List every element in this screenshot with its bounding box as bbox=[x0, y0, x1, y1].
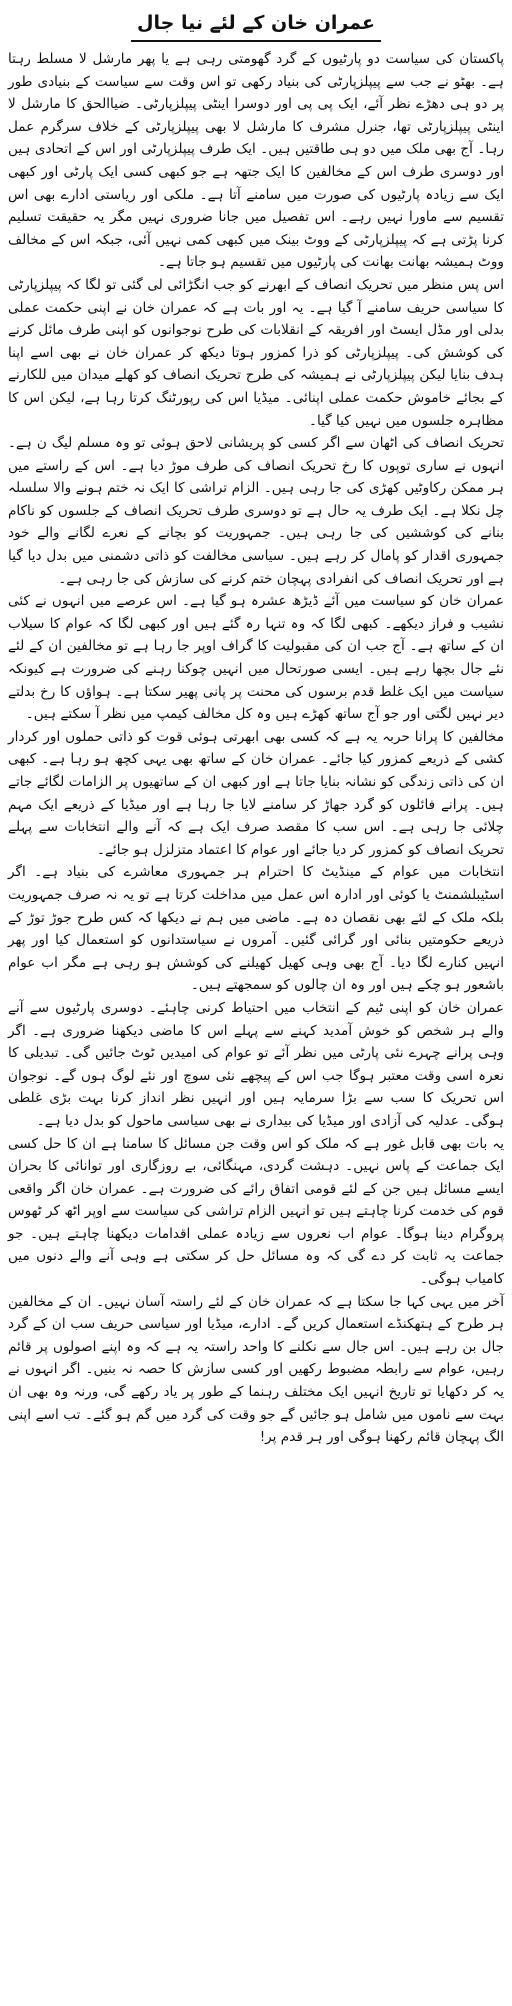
article-paragraph: تحریک انصاف کی اٹھان سے اگر کسی کو پریشانی لاحق ہوئی تو وہ مسلم لیگ ن ہے۔ انہوں نے ساری توپوں کا رخ تحریک انصاف کی طرف موڑ دیا ہے۔ اس کے راستے میں ہر ممکن رکاوٹیں کھڑی کی جا رہی ہیں۔ الزام تراشی کا ایک نہ ختم ہونے والا سلسلہ چل نکلا ہے۔ ایک طرف یہ حال ہے تو دوسری طرف تحریک انصاف کے جلسوں کو ناکام بنانے کی کوششیں کی جا رہی ہیں۔ جمہوریت کو بچانے کے نعرے لگانے والے خود جمہوری اقدار کو پامال کر رہے ہیں۔ سیاسی مخالفت کو ذاتی دشمنی میں بدل دیا گیا ہے اور تحریک انصاف کی انفرادی پہچان ختم کرنے کی سازش کی جا رہی ہے۔ bbox=[8, 435, 504, 587]
article-headline bbox=[8, 8, 504, 42]
headline-text: عمران خان کے لئے نیا جال bbox=[131, 8, 381, 42]
article-body bbox=[8, 48, 504, 1449]
article-paragraph: انتخابات میں عوام کے مینڈیٹ کا احترام ہر جمہوری معاشرے کی بنیاد ہے۔ اگر اسٹیبلشمنٹ یا کوئی اور ادارہ اس عمل میں مداخلت کرتا ہے تو یہ نہ صرف جمہوریت بلکہ ملک کے لئے بھی نقصان دہ ہے۔ ماضی میں ہم نے دیکھا کہ کس طرح جوڑ توڑ کے ذریعے حکومتیں بنائی اور گرائی گئیں۔ آمروں نے سیاستدانوں کو استعمال کیا اور پھر انہیں کنارے لگا دیا۔ آج بھی وہی کھیل کھیلنے کی کوشش ہو رہی ہے مگر اب عوام باشعور ہو چکے ہیں اور وہ ان چالوں کو سمجھتے ہیں۔ bbox=[8, 864, 504, 994]
article-paragraph: عمران خان کو اپنی ٹیم کے انتخاب میں احتیاط کرنی چاہئے۔ دوسری پارٹیوں سے آنے والے ہر شخص کو خوش آمدید کہنے سے پہلے اس کا ماضی دیکھنا ضروری ہے۔ اگر وہی پرانے چہرے نئی پارٹی میں نظر آئے تو عوام کی امیدیں ٹوٹ جائیں گی۔ تبدیلی کا نعرہ اسی وقت معتبر ہوگا جب اس کے پیچھے نئی سوچ اور نئے لوگ ہوں گے۔ نوجوان اس تحریک کا سب سے بڑا سرمایہ ہیں اور انہیں نظر انداز کرنا بہت بڑی غلطی ہوگی۔ عدلیہ کی آزادی اور میڈیا کی بیداری نے بھی سیاسی ماحول کو بدل دیا ہے۔ bbox=[8, 999, 504, 1129]
article-paragraph: یہ بات بھی قابل غور ہے کہ ملک کو اس وقت جن مسائل کا سامنا ہے ان کا حل کسی ایک جماعت کے پاس نہیں۔ دہشت گردی، مہنگائی، بے روزگاری اور توانائی کا بحران ایسے مسائل ہیں جن کے لئے قومی اتفاق رائے کی ضرورت ہے۔ عمران خان اگر واقعی قوم کی خدمت کرنا چاہتے ہیں تو انہیں الزام تراشی کی سیاست سے اوپر اٹھ کر ٹھوس پروگرام دینا ہوگا۔ عوام اب نعروں سے زیادہ عملی اقدامات دیکھنا چاہتے ہیں۔ جو جماعت یہ ثابت کر دے گی کہ وہ مسائل حل کر سکتی ہے وہی آنے والے دنوں میں کامیاب ہوگی۔ bbox=[8, 1135, 504, 1288]
article-paragraph: اس پس منظر میں تحریک انصاف کے ابھرنے کو جب انگڑائی لی گئی تو لگا کہ پیپلزپارٹی کا سیاسی حریف سامنے آ گیا ہے۔ یہ اور بات ہے کہ عمران خان نے اپنی حکمت عملی بدلی اور مڈل ایسٹ اور افریقہ کے انقلابات کی طرح نوجوانوں کو اپنی طرف مائل کرنے کی کوشش کی۔ پیپلزپارٹی کو ذرا کمزور ہوتا دیکھ کر عمران خان نے بھی اسے اپنا ہدف بنایا لیکن پیپلزپارٹی نے ہمیشہ کی طرح تحریک انصاف کو کھلے میدان میں للکارنے کے بجائے خاموش حکمت عملی اپنائی۔ میڈیا اس کی رپورٹنگ کرتا رہا ہے، لیکن اس کا مظاہرہ جلسوں میں نہیں کیا گیا۔ bbox=[8, 276, 504, 429]
article-paragraph: پاکستان کی سیاست دو پارٹیوں کے گرد گھومتی رہی ہے یا پھر مارشل لا مسلط رہتا ہے۔ بھٹو نے جب سے پیپلزپارٹی کی بنیاد رکھی تو اس وقت سے سیاست کے بنیادی طور پر دو ہی دھڑے نظر آئے، ایک پی پی اور دوسرا اینٹی پیپلزپارٹی۔ ضیاالحق کا مارشل لا اینٹی پیپلزپارٹی تھا، جنرل مشرف کا مارشل لا بھی پیپلزپارٹی کے خلاف سرگرم عمل رہا۔ آج بھی ملک میں دو ہی طاقتیں ہیں۔ ایک طرف پیپلزپارٹی اور اس کے اتحادی ہیں اور دوسری طرف اس کے مخالفین کا ایک جتھہ ہے جو کبھی کسی ایک پارٹی اور کبھی ایک سے زیادہ پارٹیوں کی صورت میں سامنے آتا ہے۔ ملکی اور ریاستی ادارے بھی اس تقسیم سے ماورا نہیں رہے۔ اس تفصیل میں جانا ضروری نہیں مگر یہ حقیقت تسلیم کرنا پڑتی ہے کہ پیپلزپارٹی کے ووٹ بینک میں کبھی کمی نہیں آئی، جبکہ اس کے مخالف ووٹ ہمیشہ بھانت بھانت کی پارٹیوں میں تقسیم ہو جاتا ہے۔ bbox=[8, 51, 504, 271]
article-paragraph: مخالفین کا پرانا حربہ یہ ہے کہ کسی بھی ابھرتی ہوئی قوت کو ذاتی حملوں اور کردار کشی کے ذریعے کمزور کیا جائے۔ عمران خان کے ساتھ بھی یہی کچھ ہو رہا ہے۔ کبھی ان کی ذاتی زندگی کو نشانہ بنایا جاتا ہے اور کبھی ان کے ساتھیوں پر الزامات لگائے جاتے ہیں۔ پرانے فائلوں کو گرد جھاڑ کر سامنے لایا جا رہا ہے اور میڈیا کے ذریعے ایک مہم چلائی جا رہی ہے۔ اس سب کا مقصد صرف ایک ہے کہ آنے والے انتخابات سے پہلے تحریک انصاف کو کمزور کر دیا جائے اور عوام کا اعتماد متزلزل ہو جائے۔ bbox=[8, 728, 504, 858]
article-paragraph: آخر میں یہی کہا جا سکتا ہے کہ عمران خان کے لئے راستہ آسان نہیں۔ ان کے مخالفین ہر طرح کے ہتھکنڈے استعمال کریں گے۔ ادارے، میڈیا اور سیاسی حریف سب ان کے گرد جال بن رہے ہیں۔ اس جال سے نکلنے کا واحد راستہ یہ ہے کہ وہ اپنے اصولوں پر قائم رہیں، عوام سے رابطہ مضبوط رکھیں اور کسی سازش کا حصہ نہ بنیں۔ اگر انہوں نے یہ کر دکھایا تو تاریخ انہیں ایک مختلف رہنما کے طور پر یاد رکھے گی، ورنہ وہ بھی ان بہت سے ناموں میں شامل ہو جائیں گے جو وقت کی گرد میں گم ہو گئے۔ تب اسے اپنی الگ پہچان قائم رکھنا ہوگی اور ہر قدم پر! bbox=[8, 1293, 504, 1446]
article-paragraph: عمران خان کو سیاست میں آئے ڈیڑھ عشرہ ہو گیا ہے۔ اس عرصے میں انہوں نے کئی نشیب و فراز دیکھے۔ کبھی لگا کہ وہ تنہا رہ گئے ہیں اور کبھی لگا کہ عوام کا سیلاب ان کے ساتھ ہے۔ آج جب ان کی مقبولیت کا گراف اوپر جا رہا ہے تو مخالفین ان کے لئے نئے جال بچھا رہے ہیں۔ ایسی صورتحال میں انہیں چوکنا رہنے کی ضرورت ہے کیونکہ سیاست میں ایک غلط قدم برسوں کی محنت پر پانی پھیر سکتا ہے۔ ہواؤں کا رخ بدلتے دیر نہیں لگتی اور جو آج ساتھ کھڑے ہیں وہ کل مخالف کیمپ میں نظر آ سکتے ہیں۔ bbox=[8, 593, 504, 723]
